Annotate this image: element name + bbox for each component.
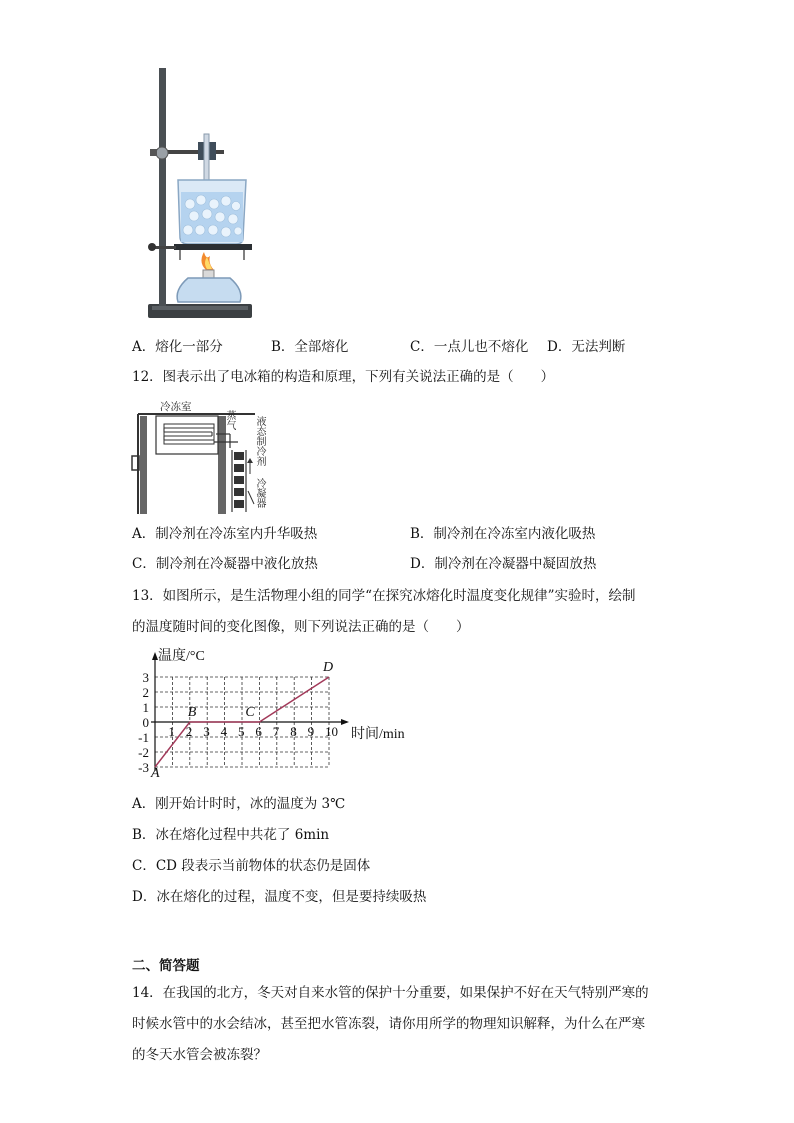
x-tick-label: 6 [255, 724, 262, 739]
q12-stem: 12．图表示出了电冰箱的构造和原理，下列有关说法正确的是（ ） [132, 369, 555, 385]
condenser-label: 冷凝器 [254, 478, 265, 508]
x-tick-label: 2 [185, 724, 193, 739]
q11-option-d: D．无法判断 [547, 339, 626, 355]
y-axis-label: 温度/°C [158, 649, 205, 664]
q13-stem-line1: 13．如图所示，是生活物理小组的同学“在探究冰熔化时温度变化规律”实验时，绘制 [132, 588, 636, 604]
y-tick-label: 0 [142, 715, 149, 730]
y-tick-label: 2 [142, 685, 149, 700]
q11-option-a: A．熔化一部分 [132, 339, 223, 355]
q12-option-c: C．制冷剂在冷凝器中液化放热 [132, 556, 318, 572]
temperature-time-chart [128, 642, 408, 782]
q14-line1: 14．在我国的北方，冬天对自来水管的保护十分重要，如果保护不好在天气特别严寒的 [132, 985, 649, 1001]
q11-option-b: B．全部熔化 [271, 339, 349, 355]
q14-line3: 的冬天水管会被冻裂？ [132, 1047, 267, 1063]
x-axis-label: 时间/min [351, 727, 405, 742]
x-tick-label: 5 [238, 724, 245, 739]
x-axis-arrow [341, 719, 349, 725]
x-tick-label: 9 [307, 724, 315, 739]
q12-option-b: B．制冷剂在冷冻室内液化吸热 [410, 526, 596, 542]
x-tick-label: 7 [272, 724, 280, 739]
point-label-b: B [187, 705, 197, 720]
point-label-a: A [151, 766, 160, 781]
q13-stem-line2: 的温度随时间的变化图像，则下列说法正确的是（ ） [132, 619, 470, 635]
q14-line2: 时候水管中的水会结冰，甚至把水管冻裂，请你用所学的物理知识解释，为什么在严寒 [132, 1016, 645, 1032]
melting-apparatus-figure [140, 64, 270, 326]
q13-option-d: D．冰在熔化的过程，温度不变，但是要持续吸热 [132, 889, 427, 905]
q13-option-c: C．CD 段表示当前物体的状态仍是固体 [132, 858, 371, 874]
x-tick-label: 4 [220, 724, 228, 739]
y-tick-label: 1 [142, 700, 149, 715]
vapor-label: 蒸气 [224, 410, 235, 430]
freezer-label: 冷冻室 [160, 402, 192, 413]
section-title: 二、简答题 [132, 958, 200, 974]
q12-option-d: D．制冷剂在冷凝器中凝固放热 [410, 556, 597, 572]
q11-option-c: C．一点儿也不熔化 [410, 339, 529, 355]
y-tick-label: 3 [142, 670, 149, 685]
y-tick-label: -2 [138, 745, 149, 760]
q13-option-a: A．刚开始计时时，冰的温度为 3℃ [132, 796, 346, 812]
x-tick-label: 10 [325, 724, 338, 739]
q13-option-b: B．冰在熔化过程中共花了 6min [132, 827, 330, 843]
liquid-refrigerant-label: 液态制冷剂 [254, 416, 265, 466]
x-tick-label: 8 [290, 724, 297, 739]
x-tick-label: 3 [203, 724, 210, 739]
q12-option-a: A．制冷剂在冷冻室内升华吸热 [132, 526, 318, 542]
point-label-c: C [245, 705, 255, 720]
y-tick-label: -1 [138, 730, 149, 745]
point-label-d: D [323, 660, 334, 675]
y-tick-label: -3 [138, 760, 149, 775]
x-tick-label: 1 [168, 724, 175, 739]
refrigerator-figure [130, 396, 280, 516]
